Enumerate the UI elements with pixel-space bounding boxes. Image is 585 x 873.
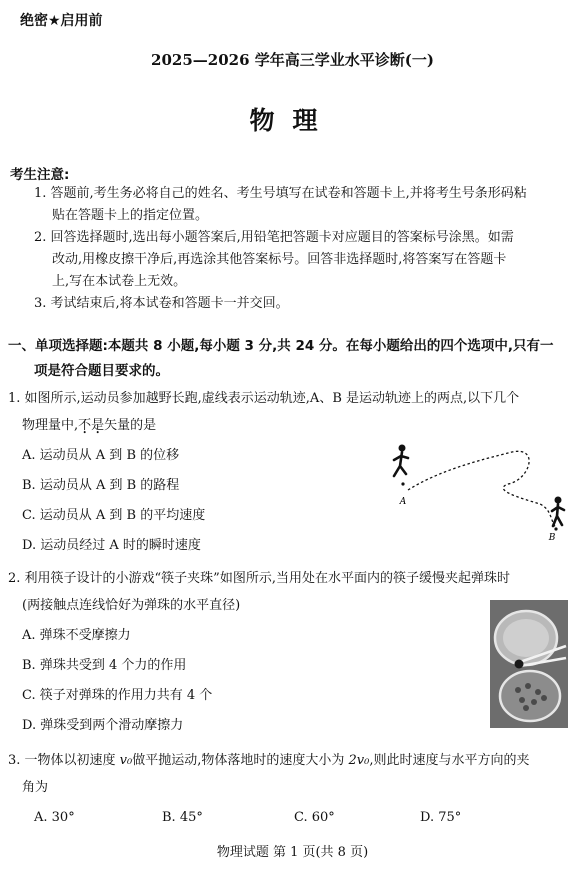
q3-option-c: C. 60° <box>294 810 335 825</box>
q1-option-a: A. 运动员从 A 到 B 的位移 <box>22 448 180 463</box>
lower-bowl <box>500 671 560 721</box>
q1-stem-cont <box>22 417 156 435</box>
q3-option-d: D. 75° <box>420 810 462 825</box>
q3-option-b: B. 45° <box>162 810 203 825</box>
q2-stem-cont: (两接触点连线恰好为弹珠的水平直径) <box>22 598 241 613</box>
q1-option-d: D. 运动员经过 A 时的瞬时速度 <box>22 538 201 553</box>
notice-item-2-cont: 改动,用橡皮擦干净后,再选涂其他答案标号。回答非选择题时,将答案写在答题卡 <box>52 252 507 267</box>
q1-stem: 1. 如图所示,运动员参加越野长跑,虚线表示运动轨迹,A、B 是运动轨迹上的两点,以下几个 <box>8 391 520 406</box>
trajectory-path <box>408 451 556 528</box>
q1-stem-text: 物理量中, <box>22 418 79 433</box>
runner-a-icon <box>394 445 408 486</box>
q2-stem: 2. 利用筷子设计的小游戏“筷子夹珠”如图所示,当用处在水平面内的筷子缓慢夹起弹珠时 <box>8 571 510 586</box>
q3-2v0: 2v₀ <box>348 753 370 768</box>
q1-emphasis-1: 不 <box>78 418 92 433</box>
exam-title: 2025—2026 学年高三学业水平诊断(一) <box>151 51 434 69</box>
notice-item-2-cont2: 上,写在本试卷上无效。 <box>52 274 187 289</box>
q2-option-b: B. 弹珠共受到 4 个力的作用 <box>22 658 187 673</box>
runner-b-icon <box>552 497 564 531</box>
subject-title: 物理 <box>249 106 336 135</box>
notice-item-2: 2. 回答选择题时,选出每小题答案后,用铅笔把答题卡对应题目的答案标号涂黑。如需 <box>34 230 514 245</box>
q2-chopsticks-photo <box>490 600 568 728</box>
secret-label: 绝密★启用前 <box>20 13 103 29</box>
notice-title: 考生注意: <box>10 167 70 183</box>
q1-option-c: C. 运动员从 A 到 B 的平均速度 <box>22 508 206 523</box>
q3-stem <box>8 752 529 770</box>
marble <box>515 660 524 669</box>
q3-stem-cont: 角为 <box>22 780 49 795</box>
q1-option-b: B. 运动员从 A 到 B 的路程 <box>22 478 180 493</box>
q3-text-2: 做平抛运动,物体落地时的速度大小为 <box>132 753 349 768</box>
q3-v0: v₀ <box>119 753 133 768</box>
section-heading: 一、单项选择题:本题共 8 小题,每小题 3 分,共 24 分。在每小题给出的四个选项中,只有一 <box>8 338 554 354</box>
notice-item-1: 1. 答题前,考生务必将自己的姓名、考生号填写在试卷和答题卡上,并将考生号条形码粘 <box>34 186 527 201</box>
page-footer: 物理试题 第 1 页(共 8 页) <box>216 845 369 860</box>
point-a-label: A <box>399 497 407 507</box>
q1-stem-text-end: 矢量的是 <box>104 418 157 433</box>
point-b-label: B <box>548 533 556 543</box>
q3-option-a: A. 30° <box>34 810 75 825</box>
q2-option-c: C. 筷子对弹珠的作用力共有 4 个 <box>22 688 213 703</box>
q1-emphasis-2: 是 <box>91 418 105 433</box>
q1-trajectory-figure <box>380 440 580 548</box>
q2-option-a: A. 弹珠不受摩擦力 <box>22 628 131 643</box>
section-heading-cont: 项是符合题目要求的。 <box>34 363 169 379</box>
q3-text-3: ,则此时速度与水平方向的夹 <box>369 753 530 768</box>
q3-text-1: 3. 一物体以初速度 <box>8 753 120 768</box>
q2-option-d: D. 弹珠受到两个滑动摩擦力 <box>22 718 184 733</box>
notice-item-1-cont: 贴在答题卡上的指定位置。 <box>52 208 209 223</box>
notice-item-3: 3. 考试结束后,将本试卷和答题卡一并交回。 <box>34 296 289 311</box>
